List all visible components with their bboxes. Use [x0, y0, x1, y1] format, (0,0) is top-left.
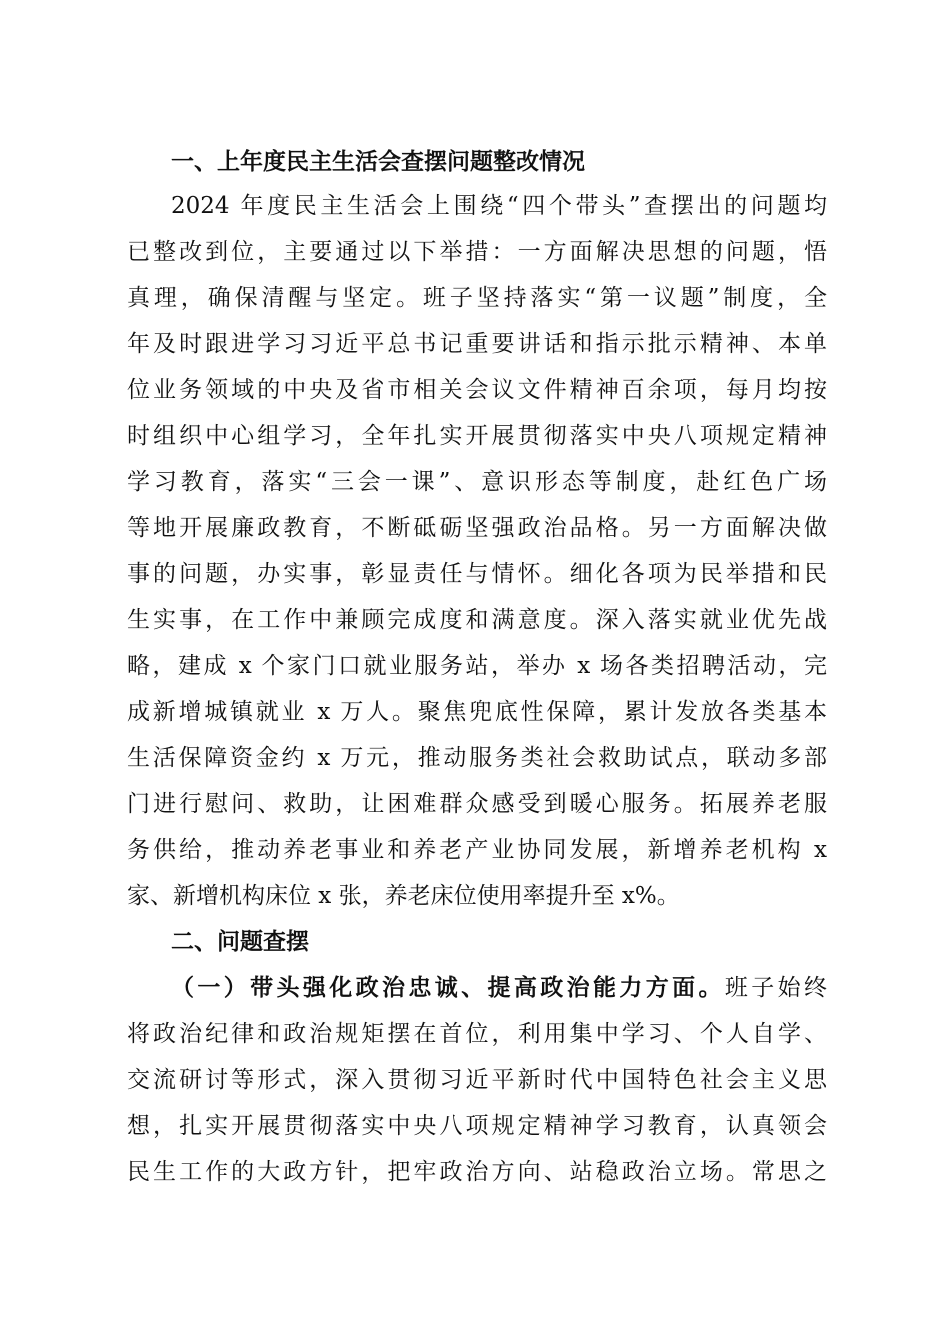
section1-line-13: 生活保障资金约 x 万元，推动服务类社会救助试点，联动多部 [127, 745, 827, 771]
section1-line-5: 位业务领域的中央及省市相关会议文件精神百余项，每月均按 [127, 377, 827, 403]
section1-line-2: 已整改到位，主要通过以下举措：一方面解决思想的问题，悟 [127, 239, 827, 265]
section1-line-1: 2024 年度民主生活会上围绕“四个带头”查摆出的问题均 [171, 193, 827, 219]
section1-heading: 一、上年度民主生活会查摆问题整改情况 [171, 149, 585, 175]
section2-line-3: 交流研讨等形式，深入贯彻习近平新时代中国特色社会主义思 [127, 1067, 827, 1093]
section1-line-16: 家、新增机构床位 x 张，养老床位使用率提升至 x%。 [127, 883, 680, 909]
section1-line-8: 等地开展廉政教育，不断砥砺坚强政治品格。另一方面解决做 [127, 515, 827, 541]
section1-line-7: 学习教育，落实“三会一课”、意识形态等制度，赴红色广场 [127, 469, 827, 495]
section1-line-4: 年及时跟进学习习近平总书记重要讲话和指示批示精神、本单 [127, 331, 827, 357]
section2-sub1-title: （一）带头强化政治忠诚、提高政治能力方面。 [171, 975, 725, 1001]
section1-line-12: 成新增城镇就业 x 万人。聚焦兜底性保障，累计发放各类基本 [127, 699, 827, 725]
section1-line-11: 略，建成 x 个家门口就业服务站，举办 x 场各类招聘活动，完 [127, 653, 827, 679]
section2-sub1-first-line [171, 968, 827, 1008]
section2-line-4: 想，扎实开展贯彻落实中央八项规定精神学习教育，认真领会 [127, 1113, 827, 1139]
section2-line-2: 将政治纪律和政治规矩摆在首位，利用集中学习、个人自学、 [127, 1021, 827, 1047]
section1-line-6: 时组织中心组学习，全年扎实开展贯彻落实中央八项规定精神 [127, 423, 827, 449]
section1-line-3: 真理，确保清醒与坚定。班子坚持落实“第一议题”制度，全 [127, 285, 827, 311]
section1-line-10: 生实事，在工作中兼顾完成度和满意度。深入落实就业优先战 [127, 607, 827, 633]
section2-heading: 二、问题查摆 [171, 929, 309, 955]
section1-line-14: 门进行慰问、救助，让困难群众感受到暖心服务。拓展养老服 [127, 791, 827, 817]
section2-sub1-first-rest: 班子始终 [724, 975, 827, 1001]
section2-line-5: 民生工作的大政方针，把牢政治方向、站稳政治立场。常思之 [127, 1159, 827, 1185]
section1-line-9: 事的问题，办实事，彰显责任与情怀。细化各项为民举措和民 [127, 561, 827, 587]
section1-line-15: 务供给，推动养老事业和养老产业协同发展，新增养老机构 x [127, 837, 827, 863]
